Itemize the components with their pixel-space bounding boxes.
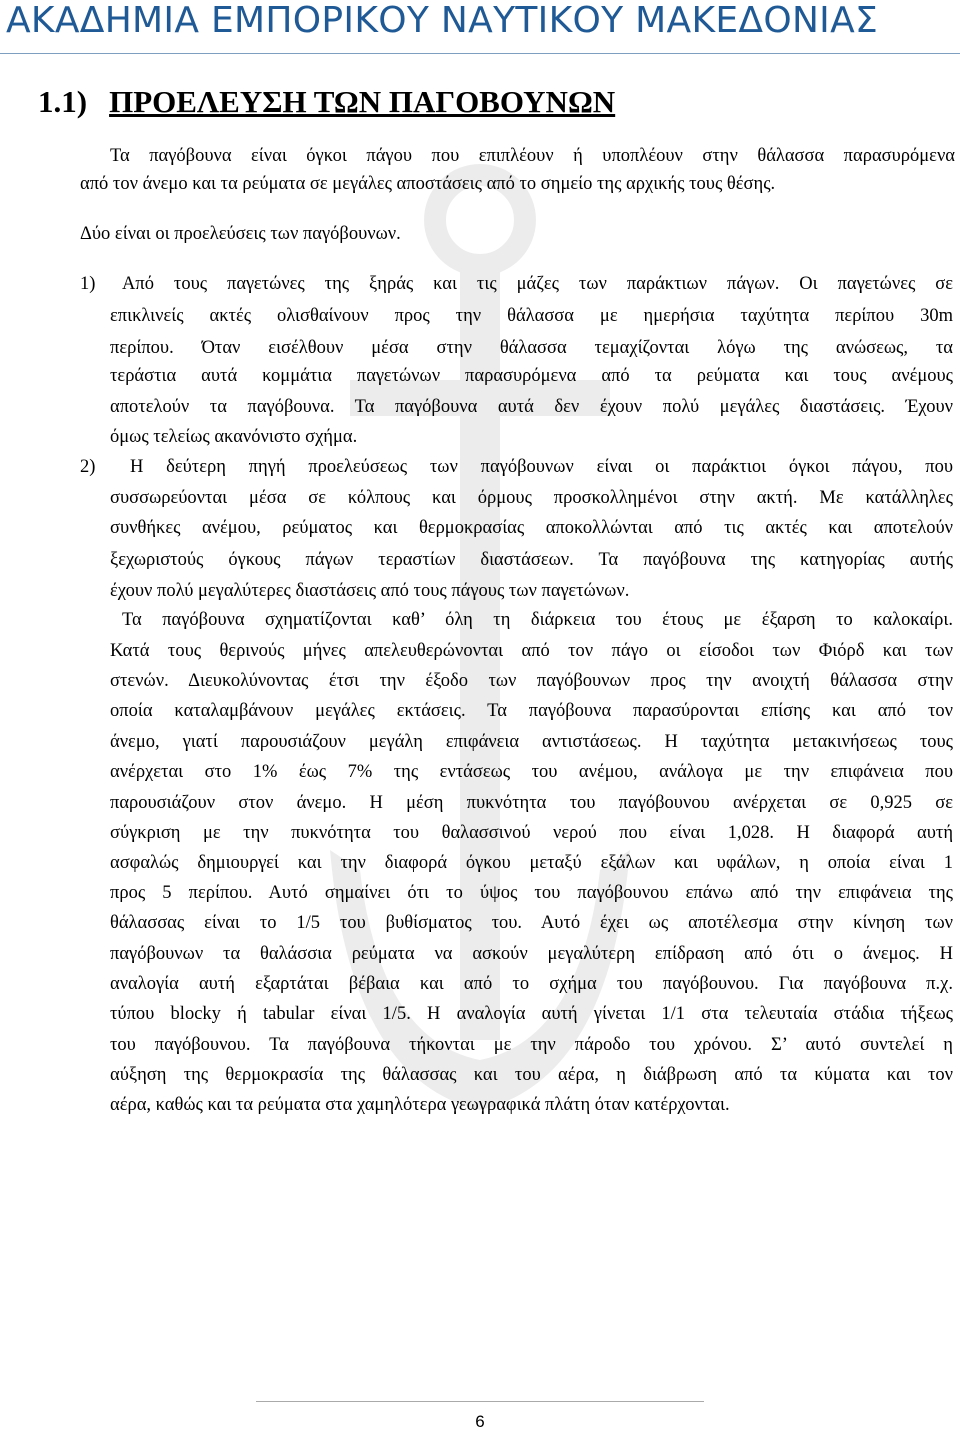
section-number: 1.1) xyxy=(38,84,88,119)
list-item-line: συσσωρεύονται μέσα σε κόλπους και όρμους προσκολλημένοι στην ακτή. Με κατάλληλες xyxy=(110,488,953,508)
page-number: 6 xyxy=(475,1412,485,1431)
body-line: προς 5 περίπου. Αυτό σημαίνει ότι το ύψος του παγόβουνου επάνω από την επιφάνεια της xyxy=(110,883,953,903)
body-line: ασφαλώς δημιουργεί και την διαφορά όγκου μεταξύ εξάλων και υφάλων, η οποία είναι 1 xyxy=(110,853,953,873)
body-line: αέρα, καθώς και τα ρεύματα στα χαμηλότερα γεωγραφικά πλάτη όταν κατέρχονται. xyxy=(110,1095,730,1115)
list-item-number: 1) xyxy=(80,274,96,294)
footer-divider xyxy=(256,1401,704,1402)
body-line: τύπου blocky ή tabular είναι 1/5. Η αναλογία αυτή γίνεται 1/1 στα τελευταία στάδια τήξεως xyxy=(110,1004,953,1024)
origins-intro: Δύο είναι οι προελεύσεις των παγόβουνων. xyxy=(80,224,401,244)
body-line: σύγκριση με την πυκνότητα του θαλασσινού νερού που είναι 1,028. Η διαφορά αυτή xyxy=(110,823,953,843)
body-line: αναλογία αυτή εξαρτάται βέβαια και από το σχήμα του παγόβουνου. Για παγόβουνα π.χ. xyxy=(110,974,953,994)
header-title: ΑΚΑΔΗΜΙΑ ΕΜΠΟΡΙΚΟΥ ΝΑΥΤΙΚΟΥ ΜΑΚΕΔΟΝΙΑΣ xyxy=(6,0,879,41)
section-title-text: ΠΡΟΕΛΕΥΣΗ ΤΩΝ ΠΑΓΟΒΟΥΝΩΝ xyxy=(109,84,616,119)
list-item-line: συνθήκες ανέμου, ρεύματος και θερμοκρασίας αποκολλώνται από τις ακτές και αποτελούν xyxy=(110,518,953,538)
list-item-number: 2) xyxy=(80,457,96,477)
body-line: στενών. Διευκολύνοντας έτσι την έξοδο των παγόβουνων προς την ανοιχτή θάλασσα στην xyxy=(110,671,953,691)
intro-line-2: από τον άνεμο και τα ρεύματα σε μεγάλες αποστάσεις από το σημείο της αρχικής τους θέσης. xyxy=(80,174,776,194)
list-item-line: Η δεύτερη πηγή προελεύσεως των παγόβουνων είναι οι παράκτιοι όγκοι πάγου, που xyxy=(130,457,953,477)
body-line: αύξηση της θερμοκρασία της θάλασσας και του αέρα, η διάβρωση από τα κύματα και τον xyxy=(110,1065,953,1085)
list-item-line: αποτελούν τα παγόβουνα. Τα παγόβουνα αυτά δεν έχουν πολύ μεγάλες διαστάσεις. Έχουν xyxy=(110,397,953,417)
body-line: ανέρχεται στο 1% έως 7% της εντάσεως του ανέμου, ανάλογα με την επιφάνεια που xyxy=(110,762,953,782)
intro-line-1: Τα παγόβουνα είναι όγκοι πάγου που επιπλέουν ή υποπλέουν στην θάλασσα παρασυρόμενα xyxy=(110,146,955,166)
body-line: άνεμο, γιατί παρουσιάζουν μεγάλη επιφάνεια αντιστάσεως. Η ταχύτητα μετακινήσεως τους xyxy=(110,732,953,752)
list-item-line: Από τους παγετώνες της ξηράς και τις μάζες των παράκτιων πάγων. Οι παγετώνες σε xyxy=(122,274,953,294)
body-line: του παγόβουνου. Τα παγόβουνα τήκονται με την πάροδο του χρόνου. Σ’ αυτό συντελεί η xyxy=(110,1035,953,1055)
body-line: Κατά τους θερινούς μήνες απελευθερώνονται από τον πάγο οι είσοδοι των Φιόρδ και των xyxy=(110,641,953,661)
list-item-line: επικλινείς ακτές ολισθαίνουν προς την θάλασσα με ημερήσια ταχύτητα περίπου 30m xyxy=(110,306,953,326)
body-line: παγόβουνων τα θαλάσσια ρεύματα να ασκούν μεγαλύτερη επίδραση από ότι ο άνεμος. Η xyxy=(110,944,953,964)
section-title xyxy=(38,84,615,120)
header-divider xyxy=(0,53,960,54)
body-line: παρουσιάζουν στον άνεμο. Η μέση πυκνότητα του παγόβουνου ανέρχεται σε 0,925 σε xyxy=(110,793,953,813)
list-item-line: έχουν πολύ μεγαλύτερες διαστάσεις από τους πάγους των παγετώνων. xyxy=(110,581,630,601)
body-line: θάλασσας είναι το 1/5 του βυθίσματος του. Αυτό έχει ως αποτέλεσμα στην κίνηση των xyxy=(110,913,953,933)
list-item-line: τεράστια αυτά κομμάτια παγετώνων παρασυρόμενα από τα ρεύματα και τους ανέμους xyxy=(110,366,953,386)
body-line: Τα παγόβουνα σχηματίζονται καθ’ όλη τη διάρκεια του έτους με έξαρση το καλοκαίρι. xyxy=(122,610,953,630)
list-item-line: όμως τελείως ακανόνιστο σχήμα. xyxy=(110,427,358,447)
list-item-line: περίπου. Όταν εισέλθουν μέσα στην θάλασσα τεμαχίζονται λόγω της ανώσεως, τα xyxy=(110,338,953,358)
body-line: οποία καταλαμβάνουν μεγάλες εκτάσεις. Τα παγόβουνα παρασύρονται επίσης και από τον xyxy=(110,701,953,721)
list-item-line: ξεχωριστούς όγκους πάγων τεραστίων διαστάσεων. Τα παγόβουνα της κατηγορίας αυτής xyxy=(110,550,953,570)
